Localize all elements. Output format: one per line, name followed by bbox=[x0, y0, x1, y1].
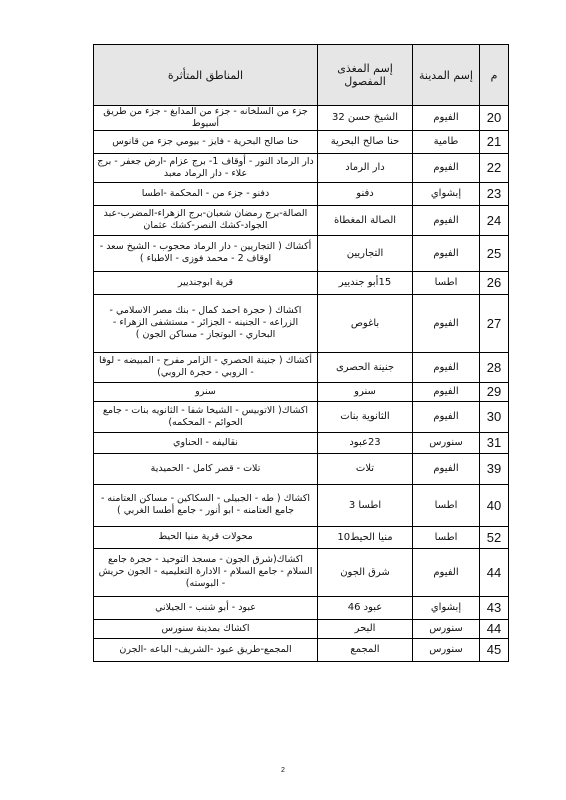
table-row bbox=[94, 130, 509, 153]
table-row bbox=[94, 548, 509, 596]
header-feeder: إسم المغذى المفصول bbox=[318, 45, 413, 106]
feeder-cell: المجمع bbox=[318, 638, 413, 661]
row-number: 20 bbox=[480, 106, 509, 131]
feeder-cell: الشيخ حسن 32 bbox=[318, 106, 413, 131]
city-cell: الفيوم bbox=[413, 106, 480, 131]
table-row bbox=[94, 401, 509, 432]
table-row bbox=[94, 271, 509, 294]
row-number: 27 bbox=[480, 294, 509, 352]
areas-cell: سنرو bbox=[94, 382, 318, 401]
city-cell: الفيوم bbox=[413, 235, 480, 271]
table-row bbox=[94, 432, 509, 453]
city-cell: الفيوم bbox=[413, 382, 480, 401]
areas-cell: نقاليفه - الحناوي bbox=[94, 432, 318, 453]
city-cell: الفيوم bbox=[413, 453, 480, 484]
row-number: 23 bbox=[480, 182, 509, 205]
page-number: 2 bbox=[281, 767, 285, 774]
city-cell: إبشواي bbox=[413, 596, 480, 619]
feeder-cell: دار الرماد bbox=[318, 153, 413, 182]
areas-cell: تلات - قصر كامل - الحميدية bbox=[94, 453, 318, 484]
areas-cell: دار الرماد النور - أوقاف 1- برج عزام -ارض جعفر - برج علاء - دار الرماد معبد bbox=[94, 153, 318, 182]
city-cell: الفيوم bbox=[413, 352, 480, 382]
areas-cell: اكشاك( الاتوبيس - الشيخا شفا - الثانويه بنات - جامع الحوائم - المحكمه) bbox=[94, 401, 318, 432]
row-number: 30 bbox=[480, 401, 509, 432]
city-cell: الفيوم bbox=[413, 401, 480, 432]
areas-cell: اكشاك ( طه - الجبيلى - السكاكين - مساكن العتامنه - جامع العتامنه - ابو أنور - جامع أطسا الغربي ) bbox=[94, 484, 318, 526]
areas-cell: المجمع-طريق عبود -الشريف- الباعه -الجرن bbox=[94, 638, 318, 661]
city-cell: طامية bbox=[413, 130, 480, 153]
row-number: 43 bbox=[480, 596, 509, 619]
feeder-cell: 15أبو جنديير bbox=[318, 271, 413, 294]
table-row bbox=[94, 596, 509, 619]
outage-table bbox=[93, 44, 509, 662]
table-row bbox=[94, 352, 509, 382]
areas-cell: اكشاك بمدينة سنورس bbox=[94, 619, 318, 638]
row-number: 24 bbox=[480, 205, 509, 235]
row-number: 22 bbox=[480, 153, 509, 182]
header-num: م bbox=[480, 45, 509, 106]
feeder-cell: الثانوية بنات bbox=[318, 401, 413, 432]
table-row bbox=[94, 619, 509, 638]
areas-cell: اكشاك(شرق الجون - مسجد التوحيد - حجرة جامع السلام - جامع السلام - الادارة التعليميه - الجون حريش - البوسته) bbox=[94, 548, 318, 596]
areas-cell: حنا صالح البحرية - فايز - بيومي جزء من قانوس bbox=[94, 130, 318, 153]
row-number: 26 bbox=[480, 271, 509, 294]
areas-cell: محولات قرية منيا الحيط bbox=[94, 526, 318, 548]
areas-cell: اكشاك ( حجرة احمد كمال - بنك مصر الاسلامي - الزراعه - الجنينه - الجزائر - مستشفى الزهراء - البحاري - البوتجاز - مساكن الجون ) bbox=[94, 294, 318, 352]
row-number: 45 bbox=[480, 638, 509, 661]
row-number: 25 bbox=[480, 235, 509, 271]
city-cell: الفيوم bbox=[413, 294, 480, 352]
feeder-cell: شرق الجون bbox=[318, 548, 413, 596]
city-cell: اطسا bbox=[413, 484, 480, 526]
feeder-cell: البحر bbox=[318, 619, 413, 638]
feeder-cell: عبود 46 bbox=[318, 596, 413, 619]
areas-cell: عبود - أبو شنب - الجيلاني bbox=[94, 596, 318, 619]
table-row bbox=[94, 382, 509, 401]
table-row bbox=[94, 235, 509, 271]
city-cell: سنورس bbox=[413, 619, 480, 638]
areas-cell: قرية ابوجنديير bbox=[94, 271, 318, 294]
row-number: 44 bbox=[480, 548, 509, 596]
areas-cell: جزء من السلخانه - جزء من المدابغ - جزء من طريق أسيوط bbox=[94, 106, 318, 131]
feeder-cell: حنا صالح البحرية bbox=[318, 130, 413, 153]
feeder-cell: اطسا 3 bbox=[318, 484, 413, 526]
areas-cell: أكشاك ( التجاريين - دار الرماد محجوب - الشيخ سعد - اوقاف 2 - محمد فوزى - الاطباء ) bbox=[94, 235, 318, 271]
feeder-cell: سنرو bbox=[318, 382, 413, 401]
table-row bbox=[94, 205, 509, 235]
feeder-cell: التجاريين bbox=[318, 235, 413, 271]
feeder-cell: دفنو bbox=[318, 182, 413, 205]
table-row bbox=[94, 484, 509, 526]
areas-cell: دفنو - جزء من - المحكمة -اطسا bbox=[94, 182, 318, 205]
table-row bbox=[94, 526, 509, 548]
table-row bbox=[94, 182, 509, 205]
areas-cell: أكشاك ( جنينة الحصري - الزامر مفرح - المبيضه - لوقا - الروبي - حجرة الروبي) bbox=[94, 352, 318, 382]
city-cell: إبشواي bbox=[413, 182, 480, 205]
row-number: 28 bbox=[480, 352, 509, 382]
city-cell: اطسا bbox=[413, 271, 480, 294]
feeder-cell: منيا الحيط10 bbox=[318, 526, 413, 548]
row-number: 39 bbox=[480, 453, 509, 484]
table-row bbox=[94, 453, 509, 484]
row-number: 21 bbox=[480, 130, 509, 153]
header-city: إسم المدينة bbox=[413, 45, 480, 106]
feeder-cell: 23عبود bbox=[318, 432, 413, 453]
feeder-cell: الصالة المغطاة bbox=[318, 205, 413, 235]
row-number: 44 bbox=[480, 619, 509, 638]
table-row bbox=[94, 294, 509, 352]
table-row bbox=[94, 106, 509, 131]
city-cell: الفيوم bbox=[413, 205, 480, 235]
city-cell: سنورس bbox=[413, 432, 480, 453]
feeder-cell: جنينة الحصرى bbox=[318, 352, 413, 382]
row-number: 29 bbox=[480, 382, 509, 401]
table-row bbox=[94, 638, 509, 661]
feeder-cell: تلات bbox=[318, 453, 413, 484]
row-number: 31 bbox=[480, 432, 509, 453]
areas-cell: الصالة-برج رمضان شعبان-برج الزهراء-المضرب-عبد الجواد-كشك النصر-كشك عثمان bbox=[94, 205, 318, 235]
table-row bbox=[94, 153, 509, 182]
row-number: 40 bbox=[480, 484, 509, 526]
city-cell: اطسا bbox=[413, 526, 480, 548]
city-cell: الفيوم bbox=[413, 153, 480, 182]
feeder-cell: باغوص bbox=[318, 294, 413, 352]
city-cell: سنورس bbox=[413, 638, 480, 661]
header-areas: المناطق المتأثرة bbox=[94, 45, 318, 106]
table-header-row bbox=[94, 45, 509, 106]
city-cell: الفيوم bbox=[413, 548, 480, 596]
row-number: 52 bbox=[480, 526, 509, 548]
